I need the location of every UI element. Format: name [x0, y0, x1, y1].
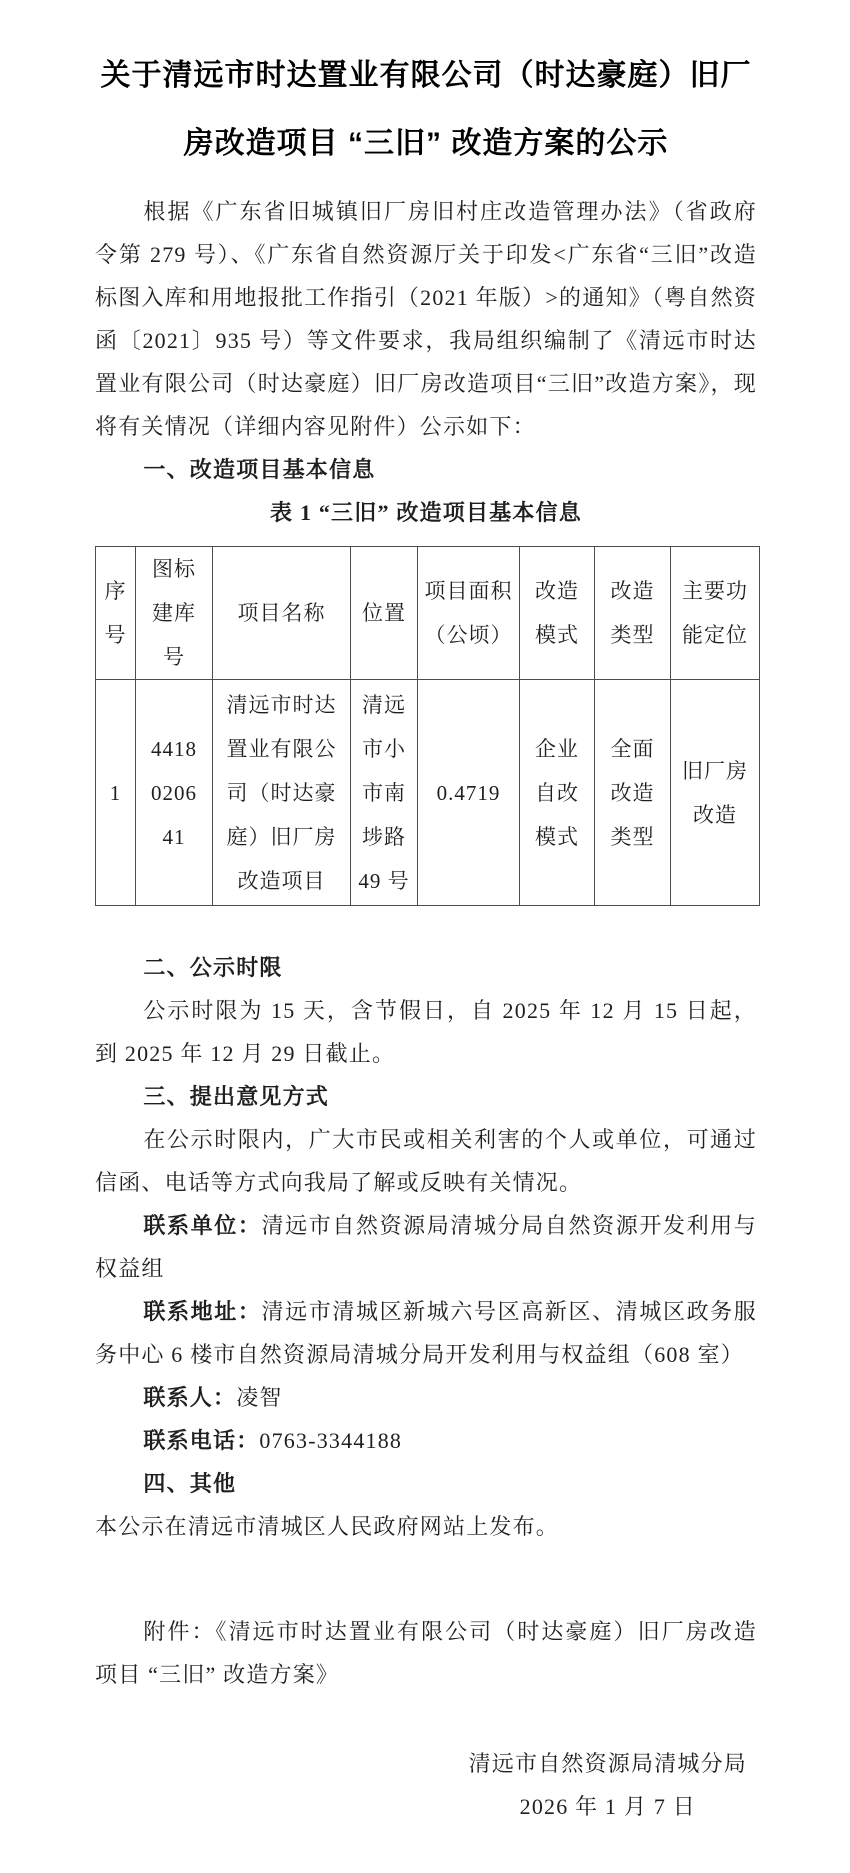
header-project-name: 项目名称: [213, 547, 351, 680]
publish-note-paragraph: 本公示在清远市清城区人民政府网站上发布。: [95, 1514, 560, 1539]
section-2-heading: 二、公示时限: [143, 955, 283, 980]
signature-date: 2026 年 1 月 7 日: [519, 1794, 696, 1819]
contact-person-label: 联系人：: [143, 1385, 237, 1410]
table-header-row: [96, 547, 760, 680]
contact-unit-value: 清远市自然资源局清城分局自然资源开发利用与权益组: [95, 1213, 757, 1281]
header-location: 位置: [351, 547, 418, 680]
contact-unit-line: [95, 1204, 757, 1290]
intro-paragraph: 根据《广东省旧城镇旧厂房旧村庄改造管理办法》（省政府令第 279 号）、《广东省自然资源厅关于印发<广东省“三旧”改造标图入库和用地报批工作指引（2021 年版）>的通知》（粤自然资函〔2021〕935 号）等文件要求，我局组织编制了《清远市时达置业有限公司（时达豪庭）旧厂房改造项目“三旧”改造方案》，现将有关情况（详细内容见附件）公示如下：: [95, 199, 757, 439]
contact-address-value: 清远市清城区新城六号区高新区、清城区政务服务中心 6 楼市自然资源局清城分局开发利用与权益组（608 室）: [95, 1299, 757, 1367]
page-title-line-1: 关于清远市时达置业有限公司（时达豪庭）旧厂: [100, 59, 752, 92]
contact-phone-line: [95, 1419, 757, 1462]
header-index: 序号: [96, 547, 136, 680]
contact-phone-label: 联系电话：: [143, 1428, 260, 1453]
page-title: [95, 42, 757, 178]
contact-phone-value: 0763-3344188: [259, 1428, 403, 1453]
contact-address-label: 联系地址：: [143, 1299, 262, 1324]
cell-project-name: 清远市时达置业有限公司（时达豪庭）旧厂房改造项目: [213, 680, 351, 906]
section-3-heading: 三、提出意见方式: [143, 1084, 329, 1109]
section-1-heading: 一、改造项目基本信息: [143, 457, 376, 482]
project-info-table: [95, 546, 760, 906]
cell-map-id: 4418020641: [136, 680, 213, 906]
header-function: 主要功能定位: [671, 547, 760, 680]
feedback-method-paragraph: 在公示时限内，广大市民或相关利害的个人或单位，可通过信函、电话等方式向我局了解或反映有关情况。: [95, 1127, 757, 1195]
section-4-heading: 四、其他: [143, 1471, 237, 1496]
header-type: 改造类型: [595, 547, 671, 680]
contact-unit-label: 联系单位：: [143, 1213, 262, 1238]
page-title-line-2: 房改造项目 “三旧” 改造方案的公示: [183, 127, 669, 160]
contact-person-line: [95, 1376, 757, 1419]
publicity-period-paragraph: 公示时限为 15 天，含节假日，自 2025 年 12 月 15 日起，到 2025 年 12 月 29 日截止。: [95, 998, 757, 1066]
cell-function: 旧厂房改造: [671, 680, 760, 906]
table-caption: 表 1 “三旧” 改造项目基本信息: [270, 500, 582, 525]
cell-index: 1: [96, 680, 136, 906]
contact-person-value: 凌智: [236, 1385, 283, 1410]
header-map-id: 图标建库号: [136, 547, 213, 680]
cell-type: 全面改造类型: [595, 680, 671, 906]
signature-agency: 清远市自然资源局清城分局: [468, 1751, 747, 1776]
header-area: 项目面积（公顷）: [418, 547, 520, 680]
contact-address-line: [95, 1290, 757, 1376]
cell-location: 清远市小市南埗路 49 号: [351, 680, 418, 906]
signature-block: [95, 1742, 757, 1828]
cell-area: 0.4719: [418, 680, 520, 906]
header-mode: 改造模式: [520, 547, 595, 680]
attachment-paragraph: 附件：《清远市时达置业有限公司（时达豪庭）旧厂房改造项目 “三旧” 改造方案》: [95, 1619, 757, 1687]
table-data-row: [96, 680, 760, 906]
cell-mode: 企业自改模式: [520, 680, 595, 906]
